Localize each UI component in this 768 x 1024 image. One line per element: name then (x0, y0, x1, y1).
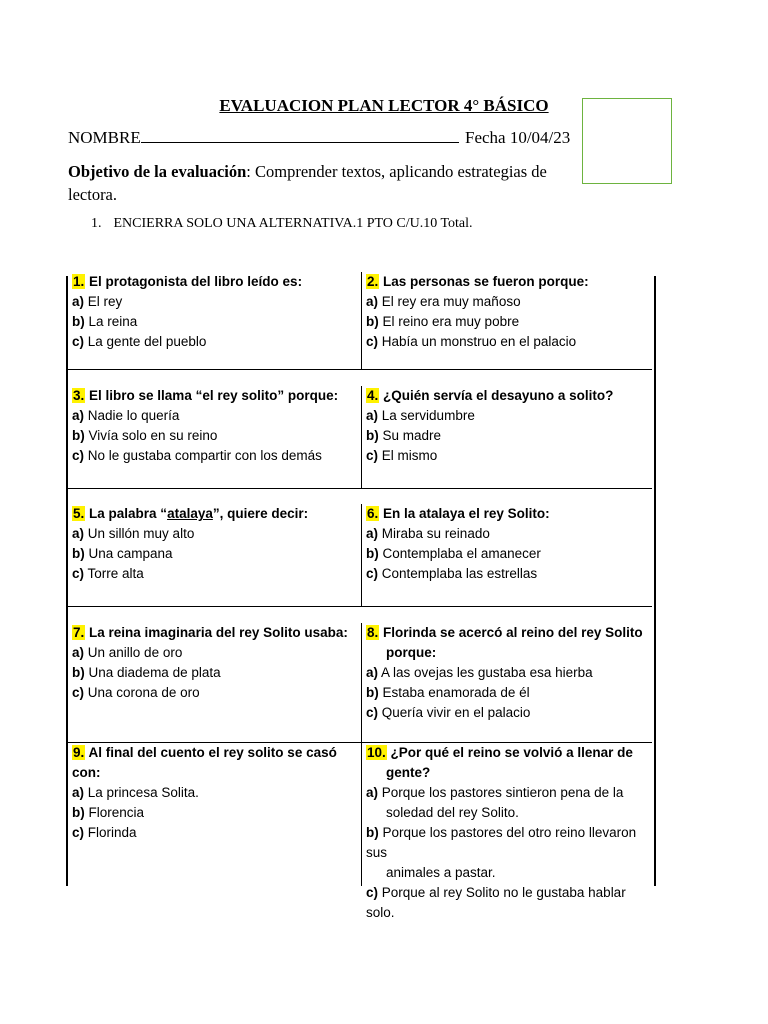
name-blank[interactable] (141, 128, 459, 143)
option-b[interactable]: b) Una diadema de plata (72, 665, 221, 680)
row-divider (68, 488, 652, 489)
question-text: En la atalaya el rey Solito: (383, 506, 550, 521)
question-8: 8. Florinda se acercó al reino del rey Solito porque: a) A las ovejas les gustaba esa hierba b) Estaba enamorada de él c) Quería vivir en el palacio (361, 623, 652, 742)
question-text: Al final del cuento el rey solito se casó con: (72, 745, 337, 780)
name-line (68, 128, 570, 148)
option-c[interactable]: c) La gente del pueblo (72, 334, 207, 349)
option-b[interactable]: b) La reina (72, 314, 138, 329)
row-divider (68, 369, 652, 370)
question-1 (68, 272, 361, 369)
date-text: Fecha 10/04/23 (464, 128, 571, 147)
option-a[interactable]: a) El rey era muy mañoso (366, 294, 521, 309)
question-text: Florinda se acercó al reino del rey Solito (383, 625, 643, 640)
option-c[interactable]: c) El mismo (366, 448, 438, 463)
question-10: 10. ¿Por qué el reino se volvió a llenar de gente? a) Porque los pastores sintieron pena de la soledad del rey Solito. b) Porque los pastores del otro reino llevaron sus animales a pastar. c) Porque al rey Solito no le gustaba hablar solo. (361, 743, 652, 886)
option-b[interactable]: b) Florencia (72, 805, 145, 820)
option-c[interactable]: c) Quería vivir en el palacio (366, 705, 531, 720)
option-c[interactable]: c) Florinda (72, 825, 137, 840)
question-number: 5. (73, 506, 85, 521)
option-b[interactable]: b) Contemplaba el amanecer (366, 546, 541, 561)
question-9 (68, 743, 361, 886)
option-b[interactable]: b) El reino era muy pobre (366, 314, 520, 329)
question-text: El protagonista del libro leído es: (89, 274, 303, 289)
option-c[interactable]: c) No le gustaba compartir con los demás (72, 448, 322, 463)
question-number: 8. (367, 625, 379, 640)
option-a[interactable]: a) Un sillón muy alto (72, 526, 195, 541)
option-a[interactable]: a) Un anillo de oro (72, 645, 183, 660)
question-number: 10. (367, 745, 386, 760)
question-number: 9. (73, 745, 85, 760)
option-c[interactable]: c) Contemplaba las estrellas (366, 566, 538, 581)
option-c[interactable]: c) Había un monstruo en el palacio (366, 334, 577, 349)
option-b[interactable]: b) Una campana (72, 546, 173, 561)
option-a[interactable]: a) A las ovejas les gustaba esa hierba (366, 665, 593, 680)
objective (68, 160, 580, 206)
objective-label: Objetivo de la evaluación (68, 162, 247, 181)
option-a[interactable]: a) Miraba su reinado (366, 526, 490, 541)
name-label: NOMBRE (68, 128, 141, 147)
option-b[interactable]: b) Estaba enamorada de él (366, 685, 530, 700)
question-7 (68, 623, 361, 742)
row-divider (68, 606, 652, 607)
grade-box (582, 98, 672, 184)
option-a[interactable]: a) Nadie lo quería (72, 408, 180, 423)
page-title: EVALUACION PLAN LECTOR 4° BÁSICO (219, 96, 549, 115)
objective-text: : Comprender textos, aplicando estrategias de lectora. (68, 162, 547, 204)
option-a[interactable]: a) La princesa Solita. (72, 785, 199, 800)
question-number: 7. (73, 625, 85, 640)
question-4 (361, 386, 652, 488)
question-2 (361, 272, 652, 369)
option-b[interactable]: b) Vivía solo en su reino (72, 428, 218, 443)
option-b[interactable]: b) Su madre (366, 428, 442, 443)
question-text: ¿Quién servía el desayuno a solito? (383, 388, 614, 403)
option-b[interactable]: b) Porque los pastores del otro reino llevaron sus animales a pastar. (366, 825, 637, 880)
question-number: 2. (367, 274, 379, 289)
option-a[interactable]: a) Porque los pastores sintieron pena de la soledad del rey Solito. (366, 785, 624, 820)
instruction-number: 1. (91, 216, 102, 231)
question-number: 4. (367, 388, 379, 403)
question-text: ¿Por qué el reino se volvió a llenar de (390, 745, 633, 760)
question-3 (68, 386, 361, 488)
underlined-word: atalaya (167, 506, 213, 521)
question-text: El libro se llama “el rey solito” porque: (89, 388, 339, 403)
option-a[interactable]: a) El rey (72, 294, 123, 309)
question-number: 3. (73, 388, 85, 403)
instruction-text: ENCIERRA SOLO UNA ALTERNATIVA.1 PTO C/U.10 Total. (113, 216, 473, 231)
option-a[interactable]: a) La servidumbre (366, 408, 475, 423)
option-c[interactable]: c) Porque al rey Solito no le gustaba hablar solo. (366, 885, 626, 920)
option-c[interactable]: c) Una corona de oro (72, 685, 200, 700)
question-5: 5. La palabra “atalaya”, quiere decir: a) Un sillón muy alto b) Una campana c) Torre alta (68, 504, 361, 606)
question-table (66, 274, 656, 920)
option-c[interactable]: c) Torre alta (72, 566, 144, 581)
question-text: Las personas se fueron porque: (383, 274, 589, 289)
question-text: La reina imaginaria del rey Solito usaba: (89, 625, 348, 640)
question-number: 6. (367, 506, 379, 521)
question-6 (361, 504, 652, 606)
question-number: 1. (73, 274, 85, 289)
instruction (91, 216, 473, 232)
